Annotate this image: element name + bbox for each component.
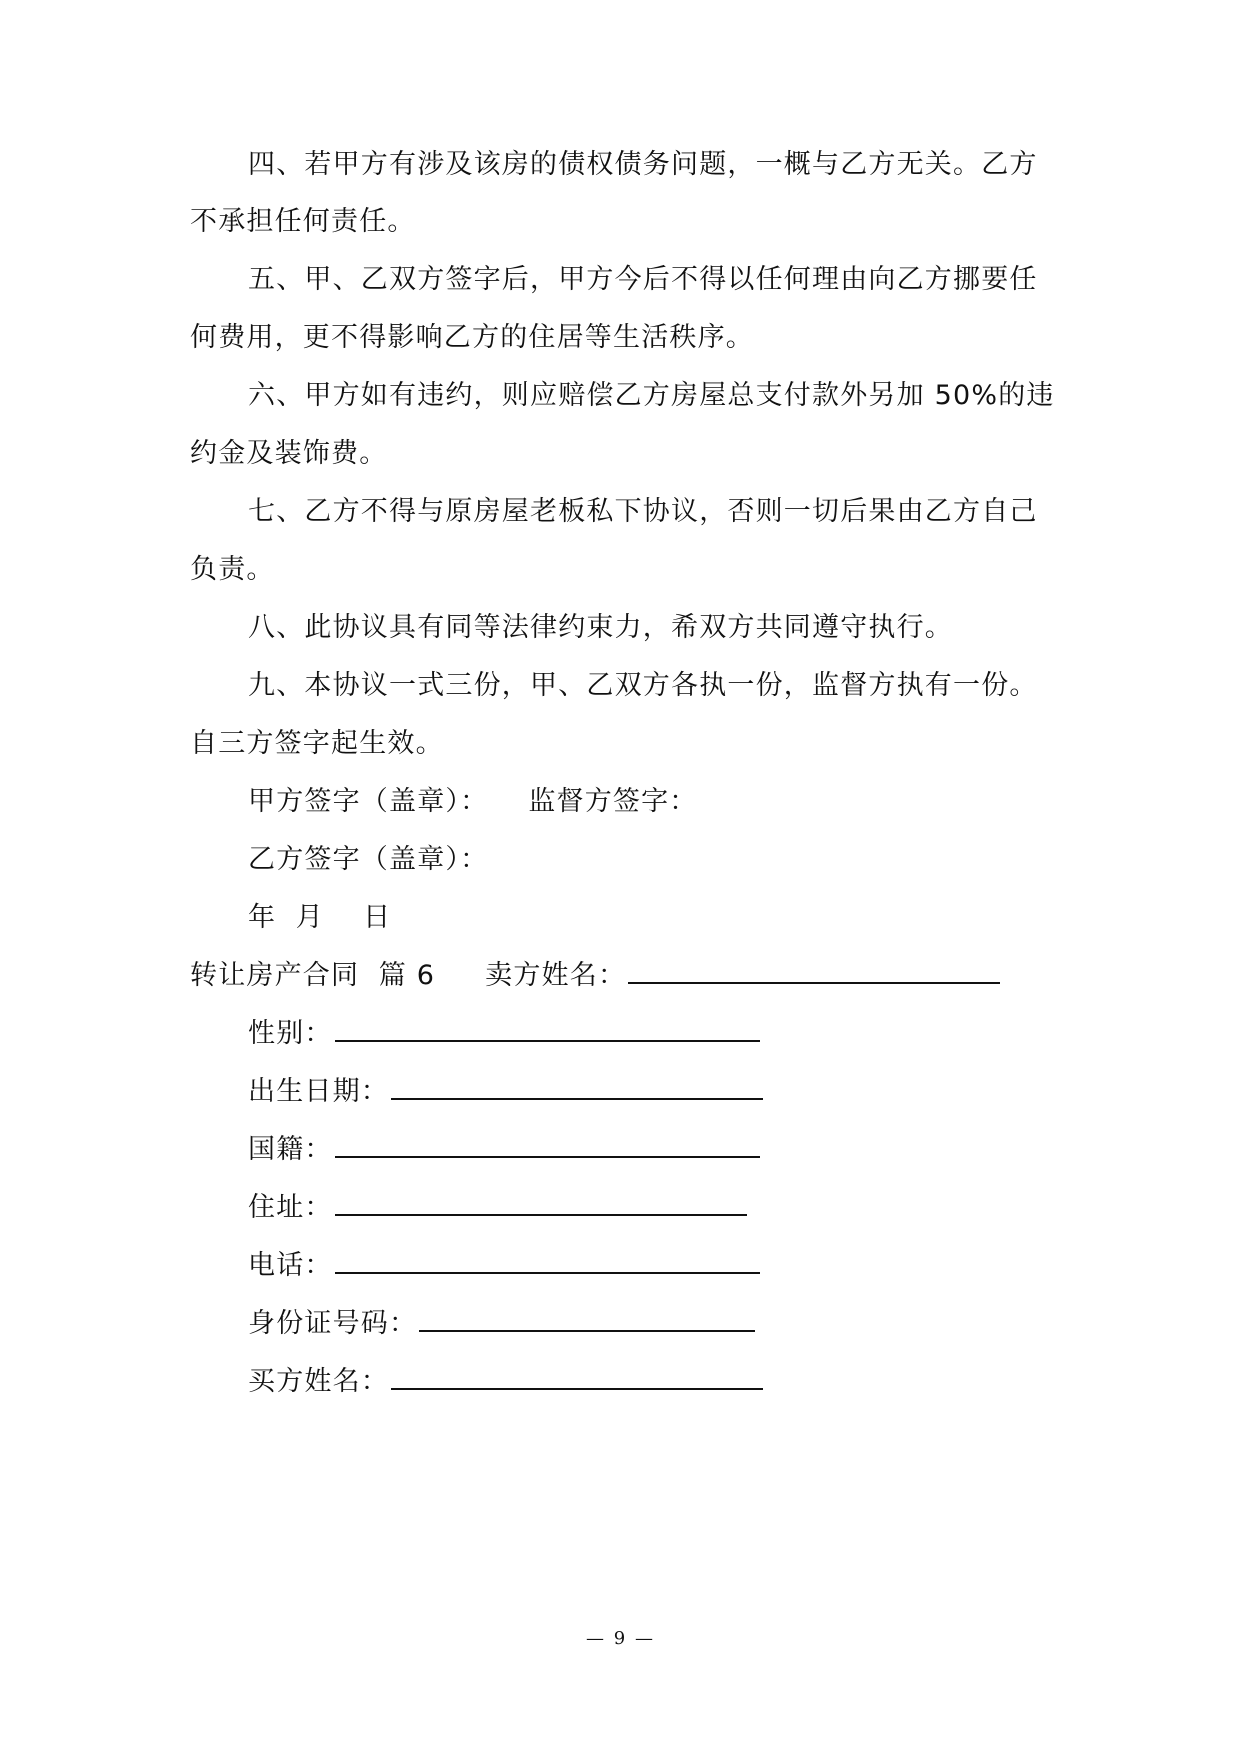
nationality-field[interactable]: [335, 1134, 760, 1158]
id-number-label: 身份证号码：: [248, 1308, 418, 1339]
id-number-field[interactable]: [419, 1308, 755, 1332]
clause-9-line-2: 自三方签字起生效。: [190, 728, 444, 759]
address-label: 住址：: [248, 1192, 333, 1223]
address-row: [248, 1188, 1060, 1228]
buyer-name-label: 买方姓名：: [248, 1366, 389, 1397]
seller-name-field[interactable]: [628, 960, 1000, 984]
birth-date-label: 出生日期：: [248, 1076, 389, 1107]
nationality-row: [248, 1130, 1060, 1170]
date-label: 年 月 日: [248, 902, 392, 933]
buyer-name-field[interactable]: [391, 1366, 763, 1390]
contract-6-heading: 转让房产合同 篇 6: [190, 960, 436, 991]
buyer-name-row: [248, 1362, 1060, 1402]
address-field[interactable]: [335, 1192, 747, 1216]
clause-9-line-1: 九、本协议一式三份，甲、乙双方各执一份，监督方执有一份。: [248, 670, 1038, 701]
nationality-label: 国籍：: [248, 1134, 333, 1165]
clause-6-line-2: 约金及装饰费。: [190, 438, 388, 469]
phone-row: [248, 1246, 1060, 1286]
gender-field[interactable]: [335, 1018, 760, 1042]
gender-row: [248, 1014, 1060, 1054]
phone-field[interactable]: [335, 1250, 760, 1274]
supervisor-signature-label: 监督方签字：: [528, 786, 698, 817]
clause-6-line-1: 六、甲方如有违约，则应赔偿乙方房屋总支付款外另加 50%的违: [248, 380, 1055, 411]
clause-5-line-1: 五、甲、乙双方签字后，甲方今后不得以任何理由向乙方挪要任: [248, 264, 1038, 295]
clause-5-line-2: 何费用，更不得影响乙方的住居等生活秩序。: [190, 322, 754, 353]
id-number-row: [248, 1304, 1060, 1344]
seller-name-label: 卖方姓名：: [485, 960, 627, 991]
birth-date-row: [248, 1072, 1060, 1112]
clause-7-line-2: 负责。: [190, 554, 275, 585]
clause-8-line-1: 八、此协议具有同等法律约束力，希双方共同遵守执行。: [248, 612, 953, 643]
signature-row-1: [248, 782, 1060, 822]
signature-date: [248, 898, 1060, 938]
clause-7-line-1: 七、乙方不得与原房屋老板私下协议，否则一切后果由乙方自己: [248, 496, 1038, 527]
birth-date-field[interactable]: [391, 1076, 763, 1100]
clause-4-line-1: 四、若甲方有涉及该房的债权债务问题，一概与乙方无关。乙方: [248, 149, 1038, 180]
clause-4-line-2: 不承担任何责任。: [190, 206, 416, 237]
phone-label: 电话：: [248, 1250, 333, 1281]
contract-6-heading-row: [190, 956, 1060, 996]
party-a-signature-label: 甲方签字（盖章）：: [248, 786, 489, 817]
page-number: — 9 —: [586, 1628, 655, 1649]
gender-label: 性别：: [248, 1018, 333, 1049]
party-b-signature-label: 乙方签字（盖章）：: [248, 844, 489, 875]
